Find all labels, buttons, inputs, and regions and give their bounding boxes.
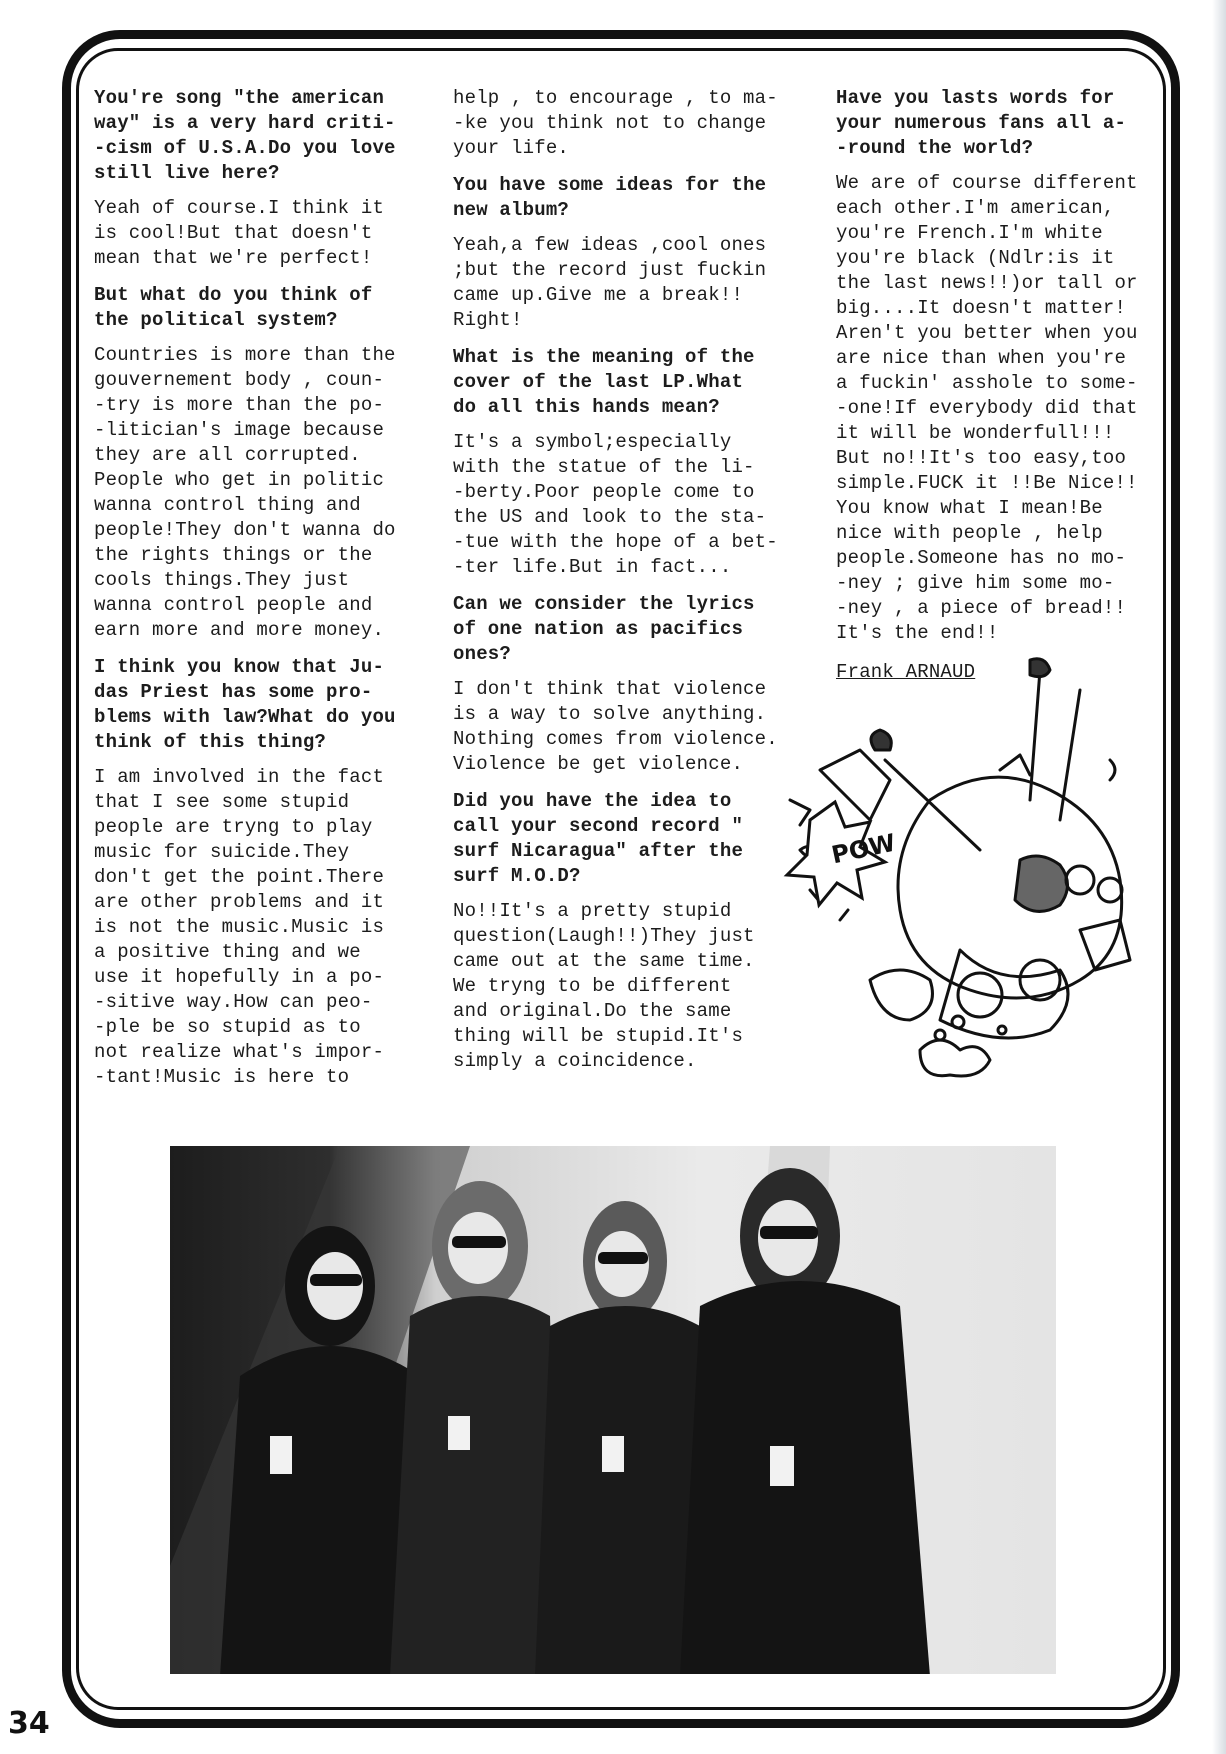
question: You have some ideas for the new album?	[453, 174, 767, 221]
text-column-1	[94, 86, 430, 1102]
answer: We are of course different each other.I'm american, you're French.I'm white you're black (Ndlr:is it the last news!!)or tall or big....It doesn't matter! Aren't you better when you are nice than when you're a fuckin' asshole to some- -one!If everybody did that it will be wonderfull!!! But no!!It's too easy,too simple.FUCK it !!Be Nice!! You know what I mean!Be nice with people , help people.Someone has no mo- -ney ; give him some mo- -ney , a piece of bread!! It's the end!!	[836, 172, 1138, 644]
page-edge-shadow	[1212, 0, 1226, 1754]
doodle-pow-text: POW	[829, 828, 898, 870]
question: Did you have the idea to call your second record " surf Nicaragua" after the surf M.O.D?	[453, 790, 744, 887]
answer: I don't think that violence is a way to solve anything. Nothing comes from violence. Violence be get violence.	[453, 678, 778, 775]
answer: I am involved in the fact that I see some stupid people are tryng to play music for suicide.They don't get the point.There are other problems and it is not the music.Music is a positive thing and we use it hopefully in a po- -sitive way.How can peo- -ple be so stupid as to not realize what's impor- -tant!Music is here to	[94, 766, 385, 1088]
answer: No!!It's a pretty stupid question(Laugh!!)They just came out at the same time. We tryng to be different and original.Do the same thing will be stupid.It's simply a coincidence.	[453, 900, 755, 1072]
question: Can we consider the lyrics of one nation as pacifics ones?	[453, 593, 755, 665]
text-column-3	[836, 86, 1156, 685]
question: Have you lasts words for your numerous fans all a- -round the world?	[836, 87, 1127, 159]
question: But what do you think of the political system?	[94, 284, 373, 331]
question: I think you know that Ju- das Priest has some pro- blems with law?What do you think of this thing?	[94, 656, 396, 753]
answer: Countries is more than the gouvernement body , coun- -try is more than the po- -litician's image because they are all corrupted. People who get in politic wanna control thing and people!They don't wanna do the rights things or the cools things.They just wanna control people and earn more and more money.	[94, 344, 396, 641]
question: You're song "the american way" is a very hard criti- -cism of U.S.A.Do you love still live here?	[94, 87, 396, 184]
question: What is the meaning of the cover of the last LP.What do all this hands mean?	[453, 346, 755, 418]
answer: Yeah of course.I think it is cool!But that doesn't mean that we're perfect!	[94, 197, 385, 269]
answer: help , to encourage , to ma- -ke you think not to change your life.	[453, 87, 778, 159]
page-number: 34	[8, 1706, 50, 1741]
cartoon-doodle-illustration	[780, 650, 1160, 1100]
band-photo	[170, 1146, 1056, 1674]
text-column-2	[453, 86, 809, 1086]
answer: It's a symbol;especially with the statue of the li- -berty.Poor people come to the US and look to the sta- -tue with the hope of a bet- -ter life.But in fact...	[453, 431, 778, 578]
answer: Yeah,a few ideas ,cool ones ;but the record just fuckin came up.Give me a break!! Right!	[453, 234, 767, 331]
band-photo-image	[170, 1146, 1056, 1674]
author-signature: Frank ARNAUD	[836, 661, 976, 683]
